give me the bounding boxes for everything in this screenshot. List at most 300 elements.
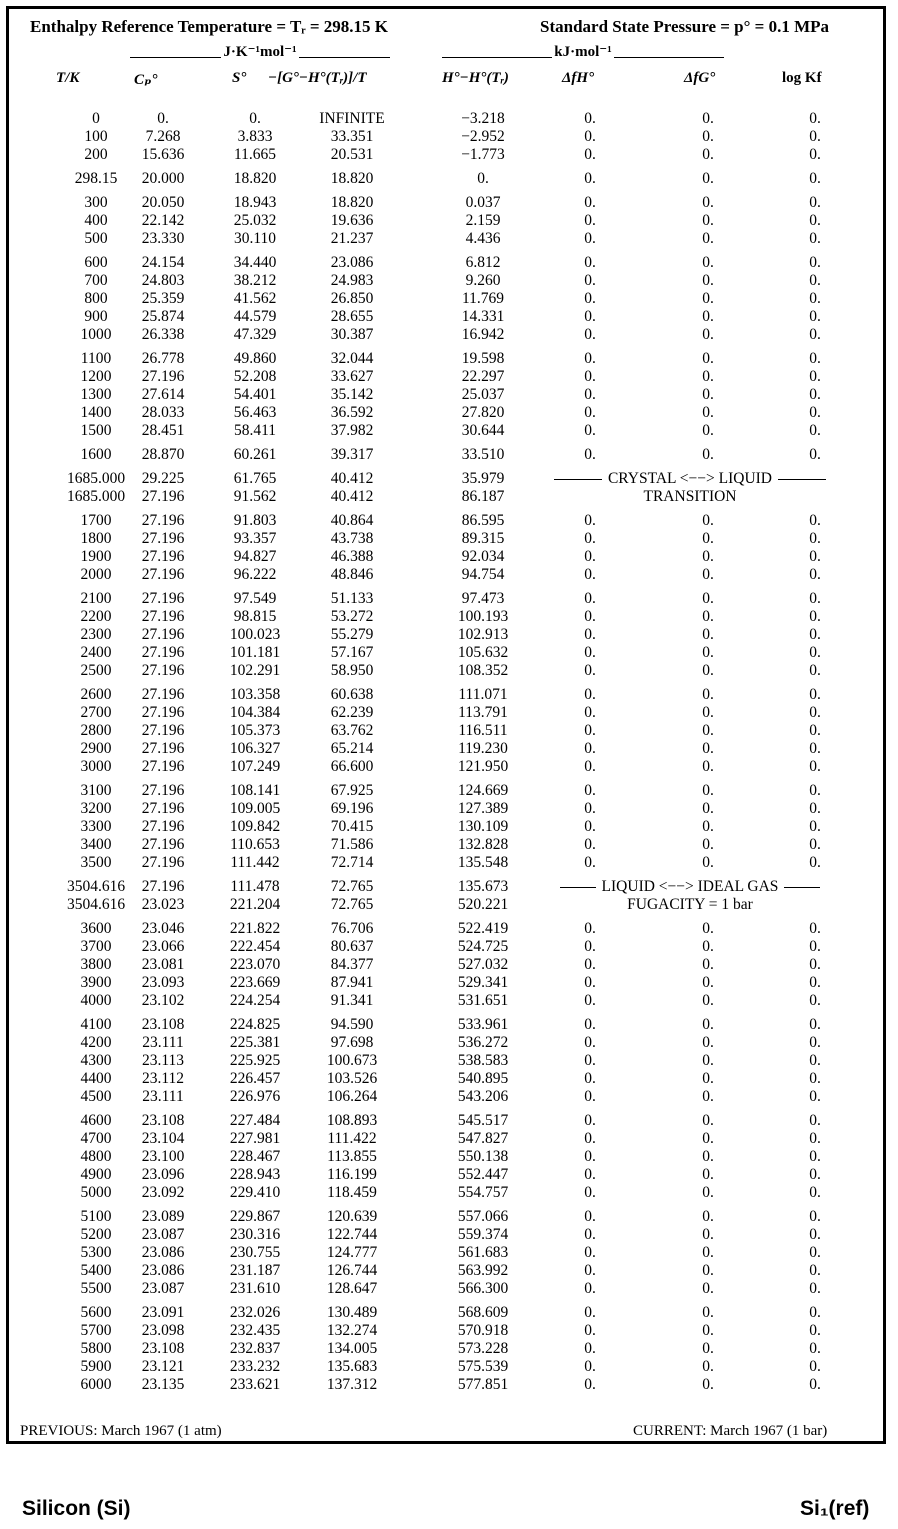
table-cell: 124.777 xyxy=(326,1244,378,1261)
col-header-cp: Cₚ° xyxy=(134,72,158,88)
table-cell: 23.135 xyxy=(141,1376,185,1393)
table-cell: 27.196 xyxy=(141,530,185,547)
table-cell: 0. xyxy=(809,566,821,583)
table-cell: 0. xyxy=(702,992,714,1009)
table-cell: 111.071 xyxy=(458,686,508,703)
table-cell: 0. xyxy=(702,836,714,853)
table-row xyxy=(0,992,898,1010)
table-cell: 14.331 xyxy=(461,308,505,325)
table-cell: 0. xyxy=(702,1280,714,1297)
col-header-s: S° xyxy=(232,70,247,86)
table-cell: 0. xyxy=(809,386,821,403)
table-cell: 0. xyxy=(702,146,714,163)
table-row xyxy=(0,938,898,956)
table-cell: 0. xyxy=(584,644,596,661)
table-cell: 58.950 xyxy=(330,662,374,679)
table-cell: 25.032 xyxy=(233,212,277,229)
table-row xyxy=(0,644,898,662)
table-cell: 536.272 xyxy=(457,1034,509,1051)
table-cell: 0. xyxy=(702,626,714,643)
table-cell: 52.208 xyxy=(233,368,277,385)
table-cell: 2000 xyxy=(80,566,112,583)
table-cell: 0. xyxy=(584,368,596,385)
table-cell: 0. xyxy=(584,1088,596,1105)
reference-temperature-header: Enthalpy Reference Temperature = Tᵣ = 298.15 K xyxy=(30,17,389,36)
table-cell: 0. xyxy=(584,548,596,565)
table-cell: 221.204 xyxy=(229,896,281,913)
table-row xyxy=(0,548,898,566)
table-cell: 0.037 xyxy=(465,194,501,211)
table-cell: 20.531 xyxy=(330,146,374,163)
table-cell: 103.526 xyxy=(326,1070,378,1087)
table-cell: 86.187 xyxy=(461,488,505,505)
table-cell: 0. xyxy=(584,1184,596,1201)
table-cell: 27.196 xyxy=(141,686,185,703)
table-cell: 23.111 xyxy=(142,1088,184,1105)
table-cell: 0. xyxy=(809,704,821,721)
table-cell: 573.228 xyxy=(457,1340,509,1357)
table-cell: 0. xyxy=(809,1016,821,1033)
table-cell: 49.860 xyxy=(233,350,277,367)
table-cell: 24.983 xyxy=(330,272,374,289)
table-cell: 0. xyxy=(584,194,596,211)
table-row xyxy=(0,800,898,818)
table-cell: 0. xyxy=(702,644,714,661)
table-cell: 0. xyxy=(702,272,714,289)
table-cell: 30.110 xyxy=(233,230,277,247)
table-cell: 0. xyxy=(809,800,821,817)
table-row xyxy=(0,146,898,164)
table-cell: 130.109 xyxy=(457,818,509,835)
table-row xyxy=(0,722,898,740)
table-cell: 126.744 xyxy=(326,1262,378,1279)
table-cell: 38.212 xyxy=(233,272,277,289)
table-cell: 84.377 xyxy=(330,956,374,973)
table-cell: 0. xyxy=(584,686,596,703)
table-cell: 0. xyxy=(584,800,596,817)
table-cell: 0. xyxy=(584,446,596,463)
table-cell: 91.341 xyxy=(330,992,374,1009)
table-cell: 56.463 xyxy=(233,404,277,421)
table-cell: 100.673 xyxy=(326,1052,378,1069)
table-cell: 0. xyxy=(702,230,714,247)
table-cell: 0. xyxy=(809,1148,821,1165)
table-cell: 0. xyxy=(584,740,596,757)
transition-label: LIQUID <−−> IDEAL GAS xyxy=(601,878,779,895)
table-cell: 0. xyxy=(809,1244,821,1261)
table-cell: 545.517 xyxy=(457,1112,509,1129)
table-cell: 2200 xyxy=(80,608,112,625)
table-cell: 0. xyxy=(809,368,821,385)
table-cell: 0. xyxy=(809,404,821,421)
transition-liquid-gas xyxy=(528,878,852,914)
table-row xyxy=(0,170,898,188)
table-cell: 0. xyxy=(702,938,714,955)
table-cell: 119.230 xyxy=(458,740,508,757)
table-cell: 0. xyxy=(584,1244,596,1261)
col-header-enthalpy-increment: H°−H°(Tᵣ) xyxy=(442,70,509,86)
table-cell: 76.706 xyxy=(330,920,374,937)
table-cell: 0. xyxy=(584,530,596,547)
table-cell: 0. xyxy=(702,920,714,937)
table-cell: 23.089 xyxy=(141,1208,185,1225)
table-row xyxy=(0,446,898,464)
table-cell: 1200 xyxy=(80,368,112,385)
table-cell: 27.820 xyxy=(461,404,505,421)
table-row xyxy=(0,1304,898,1322)
table-cell: 121.950 xyxy=(457,758,509,775)
standard-pressure-header: Standard State Pressure = p° = 0.1 MPa xyxy=(540,17,830,36)
table-cell: 23.093 xyxy=(141,974,185,991)
table-cell: 27.196 xyxy=(141,644,185,661)
table-cell: 69.196 xyxy=(330,800,374,817)
table-cell: 23.113 xyxy=(141,1052,185,1069)
table-cell: 0. xyxy=(702,956,714,973)
table-cell: 27.196 xyxy=(141,836,185,853)
table-cell: 0. xyxy=(702,1166,714,1183)
table-row xyxy=(0,1148,898,1166)
table-cell: 36.592 xyxy=(330,404,374,421)
transition-sublabel: FUGACITY = 1 bar xyxy=(627,896,753,913)
col-header-gibbs-function: −[G°−H°(Tᵣ)]/T xyxy=(268,70,367,86)
table-cell: 0. xyxy=(809,350,821,367)
table-cell: 900 xyxy=(84,308,108,325)
table-cell: 222.454 xyxy=(229,938,281,955)
table-cell: 0. xyxy=(702,1244,714,1261)
table-cell: 0. xyxy=(584,1166,596,1183)
table-cell: 1800 xyxy=(80,530,112,547)
table-row xyxy=(0,662,898,680)
table-cell: 23.087 xyxy=(141,1280,185,1297)
table-cell: 33.510 xyxy=(461,446,505,463)
table-cell: 37.982 xyxy=(330,422,374,439)
table-cell: 0. xyxy=(702,1052,714,1069)
table-cell: 547.827 xyxy=(457,1130,509,1147)
table-cell: 0. xyxy=(702,800,714,817)
table-cell: 98.815 xyxy=(233,608,277,625)
table-cell: 97.549 xyxy=(233,590,277,607)
table-cell: 0. xyxy=(584,128,596,145)
table-cell: 0. xyxy=(584,662,596,679)
table-cell: 0. xyxy=(809,326,821,343)
table-cell: 0. xyxy=(702,1376,714,1393)
table-cell: 0. xyxy=(702,854,714,871)
table-cell: 0. xyxy=(809,644,821,661)
current-edition: CURRENT: March 1967 (1 bar) xyxy=(633,1423,828,1439)
table-cell: 5500 xyxy=(80,1280,112,1297)
table-cell: 300 xyxy=(84,194,108,211)
table-cell: 124.669 xyxy=(457,782,509,799)
table-cell: 0. xyxy=(809,110,821,127)
table-cell: 0. xyxy=(809,1070,821,1087)
table-cell: 0. xyxy=(809,992,821,1009)
table-cell: 3500 xyxy=(80,854,112,871)
table-cell: 298.15 xyxy=(74,170,118,187)
table-row xyxy=(0,626,898,644)
table-cell: 23.081 xyxy=(141,956,185,973)
table-cell: 4700 xyxy=(80,1130,112,1147)
table-cell: 102.291 xyxy=(229,662,281,679)
table-cell: 97.473 xyxy=(461,590,505,607)
substance-formula: Si₁(ref) xyxy=(800,1497,870,1520)
table-cell: 0. xyxy=(702,782,714,799)
col-header-t: T/K xyxy=(56,70,80,86)
table-cell: 0. xyxy=(702,386,714,403)
table-cell: 3200 xyxy=(80,800,112,817)
table-cell: 0. xyxy=(584,290,596,307)
table-cell: 0. xyxy=(809,686,821,703)
table-cell: 0. xyxy=(702,1070,714,1087)
table-cell: 0. xyxy=(584,308,596,325)
table-cell: 0. xyxy=(809,128,821,145)
table-cell: 221.822 xyxy=(229,920,281,937)
table-cell: 26.778 xyxy=(141,350,185,367)
table-cell: 80.637 xyxy=(330,938,374,955)
table-cell: 28.451 xyxy=(141,422,185,439)
table-cell: 41.562 xyxy=(233,290,277,307)
table-cell: 27.196 xyxy=(141,878,185,895)
table-row xyxy=(0,686,898,704)
table-cell: 0. xyxy=(584,956,596,973)
table-cell: 32.044 xyxy=(330,350,374,367)
table-cell: 233.621 xyxy=(229,1376,281,1393)
table-cell: 0. xyxy=(809,1184,821,1201)
table-cell: 0. xyxy=(702,1016,714,1033)
table-cell: 27.196 xyxy=(141,566,185,583)
table-cell: 5700 xyxy=(80,1322,112,1339)
table-cell: 0. xyxy=(584,170,596,187)
table-cell: 0. xyxy=(702,350,714,367)
table-cell: 105.373 xyxy=(229,722,281,739)
table-cell: 27.196 xyxy=(141,854,185,871)
table-cell: 0. xyxy=(809,194,821,211)
table-cell: 0. xyxy=(584,386,596,403)
table-cell: 28.655 xyxy=(330,308,374,325)
table-cell: 18.943 xyxy=(233,194,277,211)
table-cell: 1500 xyxy=(80,422,112,439)
table-row xyxy=(0,230,898,248)
table-cell: 135.548 xyxy=(457,854,509,871)
table-cell: 27.196 xyxy=(141,590,185,607)
table-row xyxy=(0,212,898,230)
table-cell: 63.762 xyxy=(330,722,374,739)
table-cell: 34.440 xyxy=(233,254,277,271)
table-cell: 23.046 xyxy=(141,920,185,937)
table-row xyxy=(0,608,898,626)
table-cell: 552.447 xyxy=(457,1166,509,1183)
table-row xyxy=(0,1070,898,1088)
table-cell: 0. xyxy=(809,854,821,871)
table-cell: 228.943 xyxy=(229,1166,281,1183)
table-cell: 0. xyxy=(584,212,596,229)
table-row xyxy=(0,422,898,440)
table-cell: 53.272 xyxy=(330,608,374,625)
table-row xyxy=(0,512,898,530)
table-cell: 109.842 xyxy=(229,818,281,835)
table-cell: 51.133 xyxy=(330,590,374,607)
table-cell: 1600 xyxy=(80,446,112,463)
table-row xyxy=(0,1262,898,1280)
table-cell: 543.206 xyxy=(457,1088,509,1105)
table-cell: 0. xyxy=(702,818,714,835)
table-cell: 520.221 xyxy=(457,896,509,913)
table-cell: 27.614 xyxy=(141,386,185,403)
table-cell: 27.196 xyxy=(141,704,185,721)
table-cell: 0. xyxy=(809,1226,821,1243)
table-row xyxy=(0,1358,898,1376)
table-cell: 100.023 xyxy=(229,626,281,643)
table-cell: 538.583 xyxy=(457,1052,509,1069)
table-row xyxy=(0,1088,898,1106)
table-cell: 2.159 xyxy=(465,212,501,229)
table-cell: 500 xyxy=(84,230,108,247)
table-cell: 28.870 xyxy=(141,446,185,463)
table-row xyxy=(0,836,898,854)
table-row xyxy=(0,974,898,992)
table-cell: 0. xyxy=(809,956,821,973)
table-cell: 230.755 xyxy=(229,1244,281,1261)
table-cell: 0. xyxy=(584,146,596,163)
table-cell: 0. xyxy=(809,608,821,625)
table-cell: 225.381 xyxy=(229,1034,281,1051)
table-cell: 0. xyxy=(584,818,596,835)
table-cell: 67.925 xyxy=(330,782,374,799)
table-cell: 0. xyxy=(809,290,821,307)
table-cell: 72.714 xyxy=(330,854,374,871)
table-cell: 577.851 xyxy=(457,1376,509,1393)
table-cell: 0. xyxy=(809,212,821,229)
table-cell: 132.274 xyxy=(326,1322,378,1339)
table-cell: 1100 xyxy=(80,350,112,367)
table-cell: 30.387 xyxy=(330,326,374,343)
table-cell: 132.828 xyxy=(457,836,509,853)
table-cell: 0. xyxy=(584,110,596,127)
table-cell: 135.683 xyxy=(326,1358,378,1375)
table-cell: 28.033 xyxy=(141,404,185,421)
table-cell: 229.410 xyxy=(229,1184,281,1201)
table-cell: 23.023 xyxy=(141,896,185,913)
table-cell: 3800 xyxy=(80,956,112,973)
table-cell: 0. xyxy=(584,1052,596,1069)
table-cell: 524.725 xyxy=(457,938,509,955)
table-cell: 0. xyxy=(809,740,821,757)
table-cell: 5600 xyxy=(80,1304,112,1321)
table-cell: 4100 xyxy=(80,1016,112,1033)
table-cell: 0. xyxy=(584,608,596,625)
table-row xyxy=(0,956,898,974)
table-cell: 105.632 xyxy=(457,644,509,661)
table-cell: 29.225 xyxy=(141,470,185,487)
table-row xyxy=(0,1280,898,1298)
table-cell: 104.384 xyxy=(229,704,281,721)
table-cell: 97.698 xyxy=(330,1034,374,1051)
table-cell: 232.837 xyxy=(229,1340,281,1357)
table-cell: 224.254 xyxy=(229,992,281,1009)
table-cell: 18.820 xyxy=(233,170,277,187)
table-cell: 5800 xyxy=(80,1340,112,1357)
table-cell: 100 xyxy=(84,128,108,145)
table-cell: 57.167 xyxy=(330,644,374,661)
table-row xyxy=(0,1208,898,1226)
table-cell: 2300 xyxy=(80,626,112,643)
table-cell: 200 xyxy=(84,146,108,163)
table-cell: 231.187 xyxy=(229,1262,281,1279)
table-cell: 0. xyxy=(584,920,596,937)
table-cell: 0. xyxy=(584,272,596,289)
table-row xyxy=(0,272,898,290)
table-cell: 0. xyxy=(584,1034,596,1051)
table-cell: 61.765 xyxy=(233,470,277,487)
table-cell: 0. xyxy=(702,1304,714,1321)
table-cell: 23.108 xyxy=(141,1016,185,1033)
table-cell: 15.636 xyxy=(141,146,185,163)
table-cell: 1685.000 xyxy=(66,488,126,505)
table-cell: 0. xyxy=(702,290,714,307)
table-cell: 0. xyxy=(584,974,596,991)
table-cell: 3100 xyxy=(80,782,112,799)
table-cell: 4800 xyxy=(80,1148,112,1165)
table-cell: 24.803 xyxy=(141,272,185,289)
table-cell: 0. xyxy=(702,1034,714,1051)
table-cell: 227.484 xyxy=(229,1112,281,1129)
table-cell: 3900 xyxy=(80,974,112,991)
table-row xyxy=(0,1376,898,1394)
table-cell: 0. xyxy=(809,170,821,187)
table-cell: 70.415 xyxy=(330,818,374,835)
table-cell: 122.744 xyxy=(326,1226,378,1243)
table-cell: 700 xyxy=(84,272,108,289)
table-cell: 0. xyxy=(809,446,821,463)
table-cell: 0. xyxy=(809,722,821,739)
table-cell: 0. xyxy=(584,854,596,871)
table-cell: 111.478 xyxy=(230,878,280,895)
table-cell: 0. xyxy=(584,1112,596,1129)
table-cell: 39.317 xyxy=(330,446,374,463)
table-cell: 0. xyxy=(809,1376,821,1393)
table-cell: 0. xyxy=(809,938,821,955)
left-units: J·K⁻¹mol⁻¹ xyxy=(223,43,297,60)
table-row xyxy=(0,368,898,386)
table-cell: 4600 xyxy=(80,1112,112,1129)
table-row xyxy=(0,1130,898,1148)
table-row xyxy=(0,704,898,722)
table-cell: 0. xyxy=(702,608,714,625)
table-cell: 0. xyxy=(584,704,596,721)
table-cell: 27.196 xyxy=(141,818,185,835)
table-row xyxy=(0,1016,898,1034)
table-cell: 0. xyxy=(702,758,714,775)
table-cell: 46.388 xyxy=(330,548,374,565)
table-cell: 23.108 xyxy=(141,1340,185,1357)
table-cell: 0. xyxy=(809,1358,821,1375)
table-cell: 1400 xyxy=(80,404,112,421)
table-cell: 106.264 xyxy=(326,1088,378,1105)
table-cell: 113.855 xyxy=(327,1148,377,1165)
table-row xyxy=(0,1226,898,1244)
table-row xyxy=(0,1052,898,1070)
table-cell: 0. xyxy=(809,1052,821,1069)
table-cell: 0. xyxy=(702,686,714,703)
table-row xyxy=(0,128,898,146)
table-cell: 557.066 xyxy=(457,1208,509,1225)
table-cell: 3700 xyxy=(80,938,112,955)
table-cell: 531.651 xyxy=(457,992,509,1009)
table-cell: 0. xyxy=(702,404,714,421)
table-cell: 102.913 xyxy=(457,626,509,643)
table-cell: 92.034 xyxy=(461,548,505,565)
transition-sublabel: TRANSITION xyxy=(643,488,737,505)
table-cell: 23.121 xyxy=(141,1358,185,1375)
